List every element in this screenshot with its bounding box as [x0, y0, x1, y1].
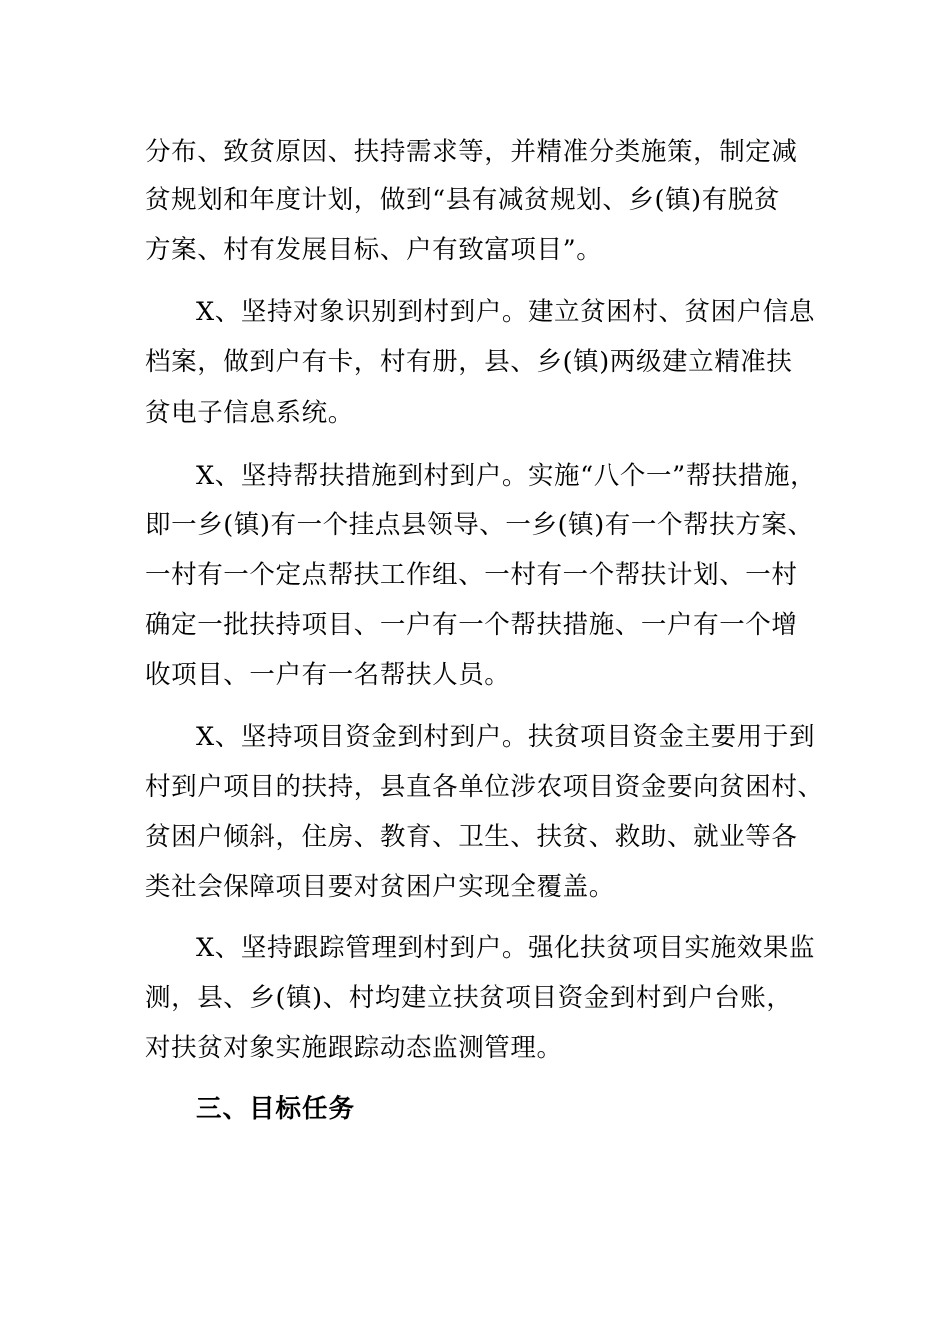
text-line: X、坚持跟踪管理到村到户。强化扶贫项目实施效果监 — [196, 933, 816, 963]
text-line: 测，县、乡(镇)、村均建立扶贫项目资金到村到户台账， — [145, 983, 793, 1013]
text-line: 分布、致贫原因、扶持需求等，并精准分类施策，制定减 — [145, 137, 798, 167]
text-line: 贫电子信息系统。 — [145, 398, 354, 428]
section-heading: 三、目标任务 — [196, 1094, 356, 1124]
text-line: 贫困户倾斜，住房、教育、卫生、扶贫、救助、就业等各 — [145, 822, 798, 852]
text-line: X、坚持对象识别到村到户。建立贫困村、贫困户信息 — [196, 297, 816, 327]
text-line: X、坚持帮扶措施到村到户。实施“八个一”帮扶措施， — [196, 461, 817, 491]
text-line: 收项目、一户有一名帮扶人员。 — [145, 660, 511, 690]
text-line: X、坚持项目资金到村到户。扶贫项目资金主要用于到 — [196, 722, 816, 752]
text-line: 档案，做到户有卡，村有册，县、乡(镇)两级建立精准扶 — [145, 347, 793, 377]
text-line: 村到户项目的扶持，县直各单位涉农项目资金要向贫困村、 — [145, 772, 824, 802]
text-line: 确定一批扶持项目、一户有一个帮扶措施、一户有一个增 — [145, 610, 798, 640]
text-line: 贫规划和年度计划，做到“县有减贫规划、乡(镇)有脱贫 — [145, 185, 781, 215]
text-line: 类社会保障项目要对贫困户实现全覆盖。 — [145, 872, 615, 902]
text-line: 一村有一个定点帮扶工作组、一村有一个帮扶计划、一村 — [145, 560, 798, 590]
text-line: 即一乡(镇)有一个挂点县领导、一乡(镇)有一个帮扶方案、 — [145, 510, 814, 540]
text-line: 对扶贫对象实施跟踪动态监测管理。 — [145, 1033, 563, 1063]
text-line: 方案、村有发展目标、户有致富项目”。 — [145, 235, 603, 265]
